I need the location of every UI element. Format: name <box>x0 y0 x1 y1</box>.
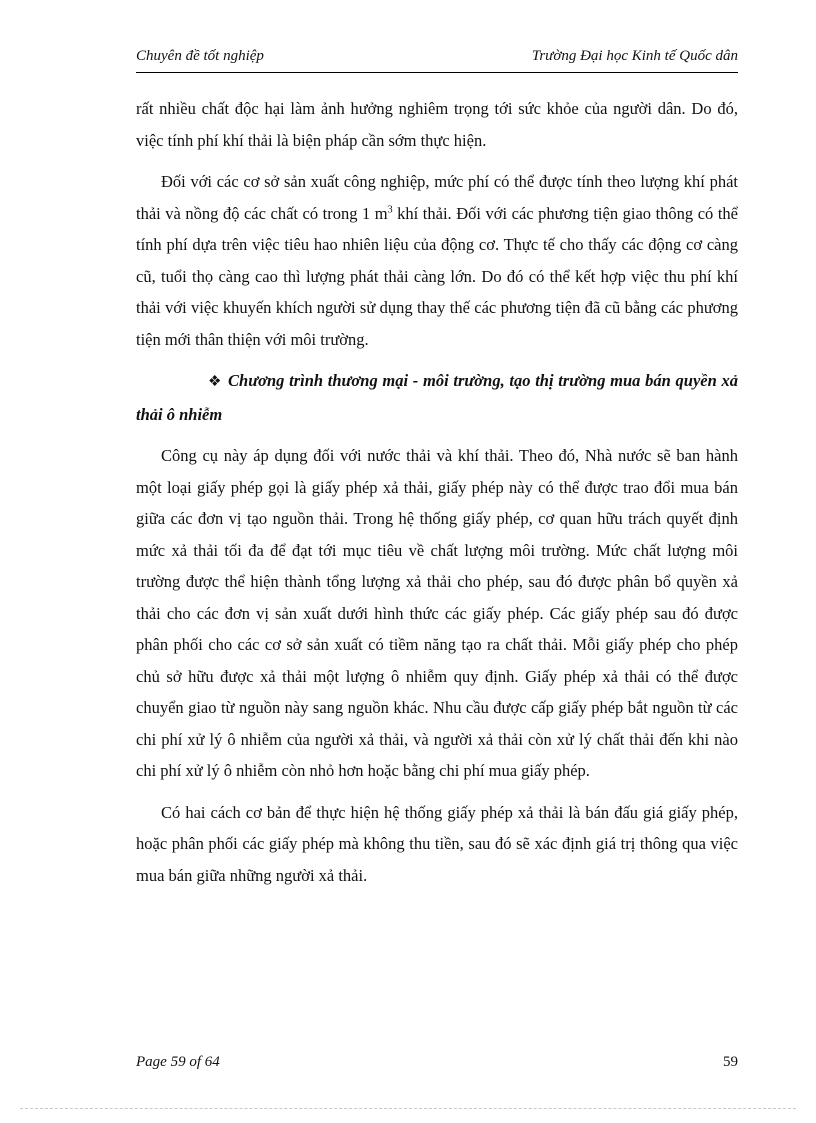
superscript-3: 3 <box>387 204 393 215</box>
paragraph-2 <box>136 166 738 355</box>
header-right-title: Trường Đại học Kinh tế Quốc dân <box>531 48 738 64</box>
section-heading-text: Chương trình thương mại - môi trường, tạo thị trường mua bán quyền xả thải ô nhiễm <box>136 371 738 424</box>
paragraph-4: Có hai cách cơ bản để thực hiện hệ thống giấy phép xả thải là bán đấu giá giấy phép, hoặc phân phối các giấy phép mà không thu tiền, sau đó sẽ xác định giá trị thông qua việc mua bán giữa những người xả thải. <box>136 802 738 885</box>
paragraph-2-part-b: khí thải. Đối với các phương tiện giao thông có thể tính phí dựa trên việc tiêu hao nhiên liệu của động cơ. Thực tế cho thấy các động cơ càng cũ, tuổi thọ càng cao thì lượng phát thải càng lớn. Do đó có thể kết hợp việc thu phí khí thải với việc khuyến khích người sử dụng thay thế các phương tiện đã cũ bằng các phương tiện mới thân thiện với môi trường. <box>136 203 738 349</box>
page-footer <box>136 1054 738 1078</box>
page-header <box>136 48 738 73</box>
page-content <box>136 93 738 901</box>
paragraph-1: rất nhiều chất độc hại làm ảnh hưởng nghiêm trọng tới sức khỏe của người dân. Do đó, việc tính phí khí thải là biện pháp cần sớm thực hiện. <box>136 99 738 150</box>
diamond-bullet-icon: ❖ <box>208 374 223 390</box>
footer-page-label: Page 59 of 64 <box>136 1054 220 1070</box>
footer-page-number: 59 <box>723 1054 738 1070</box>
paragraph-2-part-a: Đối với các cơ sở sản xuất công nghiệp, mức phí có thể được tính theo lượng khí phát thải và nồng độ các chất có trong 1 m <box>136 172 738 223</box>
header-left-title: Chuyên đề tốt nghiệp <box>136 48 264 64</box>
section-heading <box>136 365 738 430</box>
paragraph-3: Công cụ này áp dụng đối với nước thải và khí thải. Theo đó, Nhà nước sẽ ban hành một loại giấy phép gọi là giấy phép xả thải, giấy phép này có thể được trao đổi mua bán giữa các đơn vị tạo nguồn thải. Trong hệ thống giấy phép, cơ quan hữu trách quyết định mức xả thải tối đa để đạt tới mục tiêu về chất lượng môi trường. Mức chất lượng môi trường được thể hiện thành tổng lượng xả thải cho phép, sau đó được phân bổ quyền xả thải cho các đơn vị sản xuất dưới hình thức các giấy phép. Các giấy phép sau đó được phân phối cho các cơ sở sản xuất có tiềm năng tạo ra chất thải. Mỗi giấy phép cho phép chủ sở hữu được xả thải một lượng ô nhiễm quy định. Giấy phép xả thải có thể được chuyển giao từ nguồn này sang nguồn khác. Nhu cầu được cấp giấy phép bắt nguồn từ các chi phí xử lý ô nhiễm của người xả thải, và người xả thải còn xử lý chất thải đến khi nào chi phí xử lý ô nhiễm còn nhỏ hơn hoặc bằng chi phí mua giấy phép. <box>136 446 738 780</box>
page-break-divider <box>20 1108 796 1109</box>
